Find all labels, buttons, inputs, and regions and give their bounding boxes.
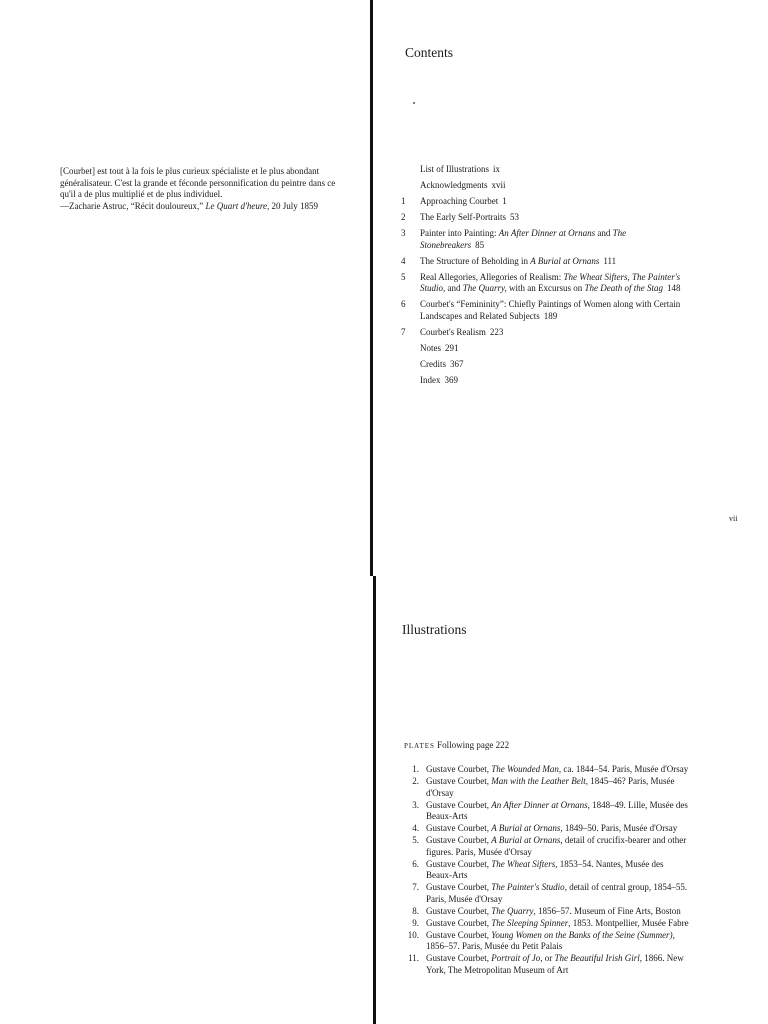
contents-entry	[400, 212, 690, 224]
page-number: 369	[444, 374, 458, 385]
contents-entry	[400, 228, 690, 251]
text-run: Acknowledgments	[420, 180, 488, 190]
text-run: Gustave Courbet,	[426, 953, 492, 963]
text-run: Courbet's Realism	[420, 326, 486, 337]
text-run: , ca. 1844–54. Paris, Musée d'Orsay	[558, 764, 689, 774]
contents-entry	[400, 299, 690, 322]
italic-title: An After Dinner at Ornans	[491, 799, 588, 810]
attribution-prefix: —Zacharie Astruc, “Récit douloureux,”	[60, 200, 206, 211]
page-number: 53	[509, 212, 519, 222]
text-run: , 1853–54. Nantes, Musée des Beaux-Arts	[426, 858, 664, 880]
chapter-number: 5	[401, 271, 406, 282]
text-run: The Structure of Beholding in	[420, 255, 531, 266]
contents-entry	[400, 343, 690, 355]
plate-entry	[400, 882, 690, 905]
italic-title: Man with the Leather Belt	[491, 776, 586, 786]
page-divider-top	[370, 0, 373, 576]
italic-title: The Beautiful Irish Girl	[554, 953, 640, 963]
text-run: Gustave Courbet,	[426, 764, 492, 774]
plate-entry	[400, 930, 690, 953]
chapter-number: 2	[401, 212, 406, 222]
attribution-date: , 20 July 1859	[267, 200, 319, 211]
contents-entry	[400, 359, 690, 371]
text-run: , or	[540, 953, 555, 963]
text-run: , 1856–57. Paris, Musée du Petit Palais	[426, 929, 675, 951]
page-number: 111	[603, 255, 617, 266]
italic-title: The Sleeping Spinner	[491, 917, 569, 928]
italic-title: The Wheat Sifters, The Painter's Studio,	[420, 271, 681, 293]
text-run: , 1845–46? Paris, Musée d'Orsay	[426, 776, 675, 798]
plate-number: 7.	[412, 882, 419, 892]
text-run: , 1853. Montpellier, Musée Fabre	[568, 917, 689, 928]
plate-entry	[400, 835, 690, 858]
epigraph-attribution	[60, 201, 350, 213]
text-run: , 1866. New York, The Metropolitan Museum of Art	[426, 953, 684, 975]
plate-number: 6.	[412, 858, 419, 869]
page-number: 148	[667, 283, 681, 293]
page-divider-bottom	[373, 576, 376, 1024]
plate-entry	[400, 776, 690, 799]
plate-entry	[400, 764, 690, 776]
page-number: 189	[543, 310, 558, 321]
text-run: Courbet's “Femininity”: Chiefly Paintings of Women along with Certain Landscapes and Related Subjects	[420, 299, 681, 321]
epigraph	[60, 166, 350, 212]
page-number: 1	[502, 196, 507, 206]
plate-number: 5.	[412, 835, 419, 845]
plate-entry	[400, 800, 690, 823]
plate-entry	[400, 823, 690, 835]
text-run: Real Allegories, Allegories of Realism:	[420, 271, 564, 282]
text-run: , 1848–49. Lille, Musée des Beaux-Arts	[426, 799, 688, 821]
attribution-journal: Le Quart d'heure	[205, 200, 268, 211]
contents-entry	[400, 375, 690, 387]
italic-title: An After Dinner at Ornans	[498, 228, 596, 238]
contents-entry	[400, 256, 690, 268]
chapter-number: 1	[401, 196, 406, 206]
text-run: Gustave Courbet,	[426, 823, 492, 833]
text-run: and	[445, 283, 463, 293]
page-number: 291	[445, 342, 459, 353]
page-number: 85	[475, 239, 485, 250]
page-number: 367	[450, 358, 464, 369]
italic-title: The Stonebreakers	[420, 228, 627, 250]
epigraph-quote: [Courbet] est tout à la fois le plus curieux spécialiste et le plus abondant généralisateur. C'est la grande et féconde personnification du peintre dans ce qu'il a de plus multiplié et de plus individuel.	[60, 166, 336, 199]
text-run: Painter into Painting:	[420, 228, 499, 238]
illustrations-title: Illustrations	[402, 622, 467, 637]
text-run: Gustave Courbet,	[426, 882, 492, 892]
text-run: Gustave Courbet,	[426, 799, 492, 810]
text-run: Approaching Courbet	[420, 196, 499, 206]
plate-entry	[400, 918, 690, 930]
italic-title: A Burial at Ornans	[530, 255, 600, 266]
plate-number: 8.	[412, 905, 419, 916]
plate-number: 9.	[412, 917, 419, 928]
italic-title: A Burial at Ornans	[491, 823, 561, 833]
page-number: ix	[493, 164, 501, 174]
contents-entry	[400, 196, 690, 208]
italic-title: Young Women on the Banks of the Seine (Summer)	[491, 929, 673, 940]
page-folio: vii	[729, 514, 738, 523]
chapter-number: 4	[401, 255, 406, 266]
plate-number: 11.	[408, 953, 419, 963]
page-number: xvii	[491, 180, 506, 190]
chapter-number: 3	[401, 228, 406, 238]
print-speck	[413, 102, 415, 104]
plate-number: 10.	[407, 929, 419, 940]
text-run: Index	[420, 374, 441, 385]
text-run: with an Excursus on	[506, 283, 585, 293]
text-run: Gustave Courbet,	[426, 776, 492, 786]
italic-title: The Death of the Stag	[584, 283, 664, 293]
contents-entry	[400, 180, 690, 192]
chapter-number: 6	[401, 299, 406, 309]
text-run: List of Illustrations	[420, 164, 489, 174]
italic-title: Portrait of Jo	[491, 953, 541, 963]
italic-title: A Burial at Ornans	[491, 835, 561, 845]
text-run: Notes	[420, 342, 441, 353]
plate-entry	[400, 906, 690, 918]
text-run: Gustave Courbet,	[426, 905, 492, 916]
plates-header	[404, 740, 509, 750]
plate-number: 1.	[412, 764, 419, 774]
text-run: Gustave Courbet,	[426, 929, 492, 940]
italic-title: The Wounded Man	[491, 764, 559, 774]
text-run: Gustave Courbet,	[426, 858, 492, 869]
plates-following: Following page 222	[434, 740, 510, 750]
italic-title: The Wheat Sifters	[491, 858, 556, 869]
text-run: , 1849–50. Paris, Musée d'Orsay	[560, 823, 678, 833]
contents-list	[400, 164, 690, 391]
text-run: and	[595, 228, 613, 238]
text-run: The Early Self-Portraits	[420, 212, 506, 222]
plate-number: 4.	[412, 823, 419, 833]
text-run: , 1856–57. Museum of Fine Arts, Boston	[533, 905, 681, 916]
contents-title: Contents	[405, 45, 454, 60]
text-run: Credits	[420, 358, 446, 369]
italic-title: The Quarry	[491, 905, 534, 916]
contents-entry	[400, 164, 690, 176]
chapter-number: 7	[401, 326, 406, 337]
text-run: , detail of crucifix-bearer and other figures. Paris, Musée d'Orsay	[426, 835, 687, 857]
plate-number: 2.	[412, 776, 419, 786]
plate-entry	[400, 953, 690, 976]
text-run: , detail of central group, 1854–55. Paris, Musée d'Orsay	[426, 882, 688, 904]
plates-label: PLATES	[404, 742, 435, 750]
contents-entry	[400, 327, 690, 339]
plate-entry	[400, 859, 690, 882]
contents-entry	[400, 272, 690, 295]
page-number: 223	[489, 326, 504, 337]
italic-title: The Quarry,	[462, 283, 507, 293]
plates-list	[400, 764, 690, 977]
text-run: Gustave Courbet,	[426, 917, 492, 928]
plate-number: 3.	[412, 799, 419, 810]
italic-title: The Painter's Studio	[491, 882, 565, 892]
text-run: Gustave Courbet,	[426, 835, 492, 845]
